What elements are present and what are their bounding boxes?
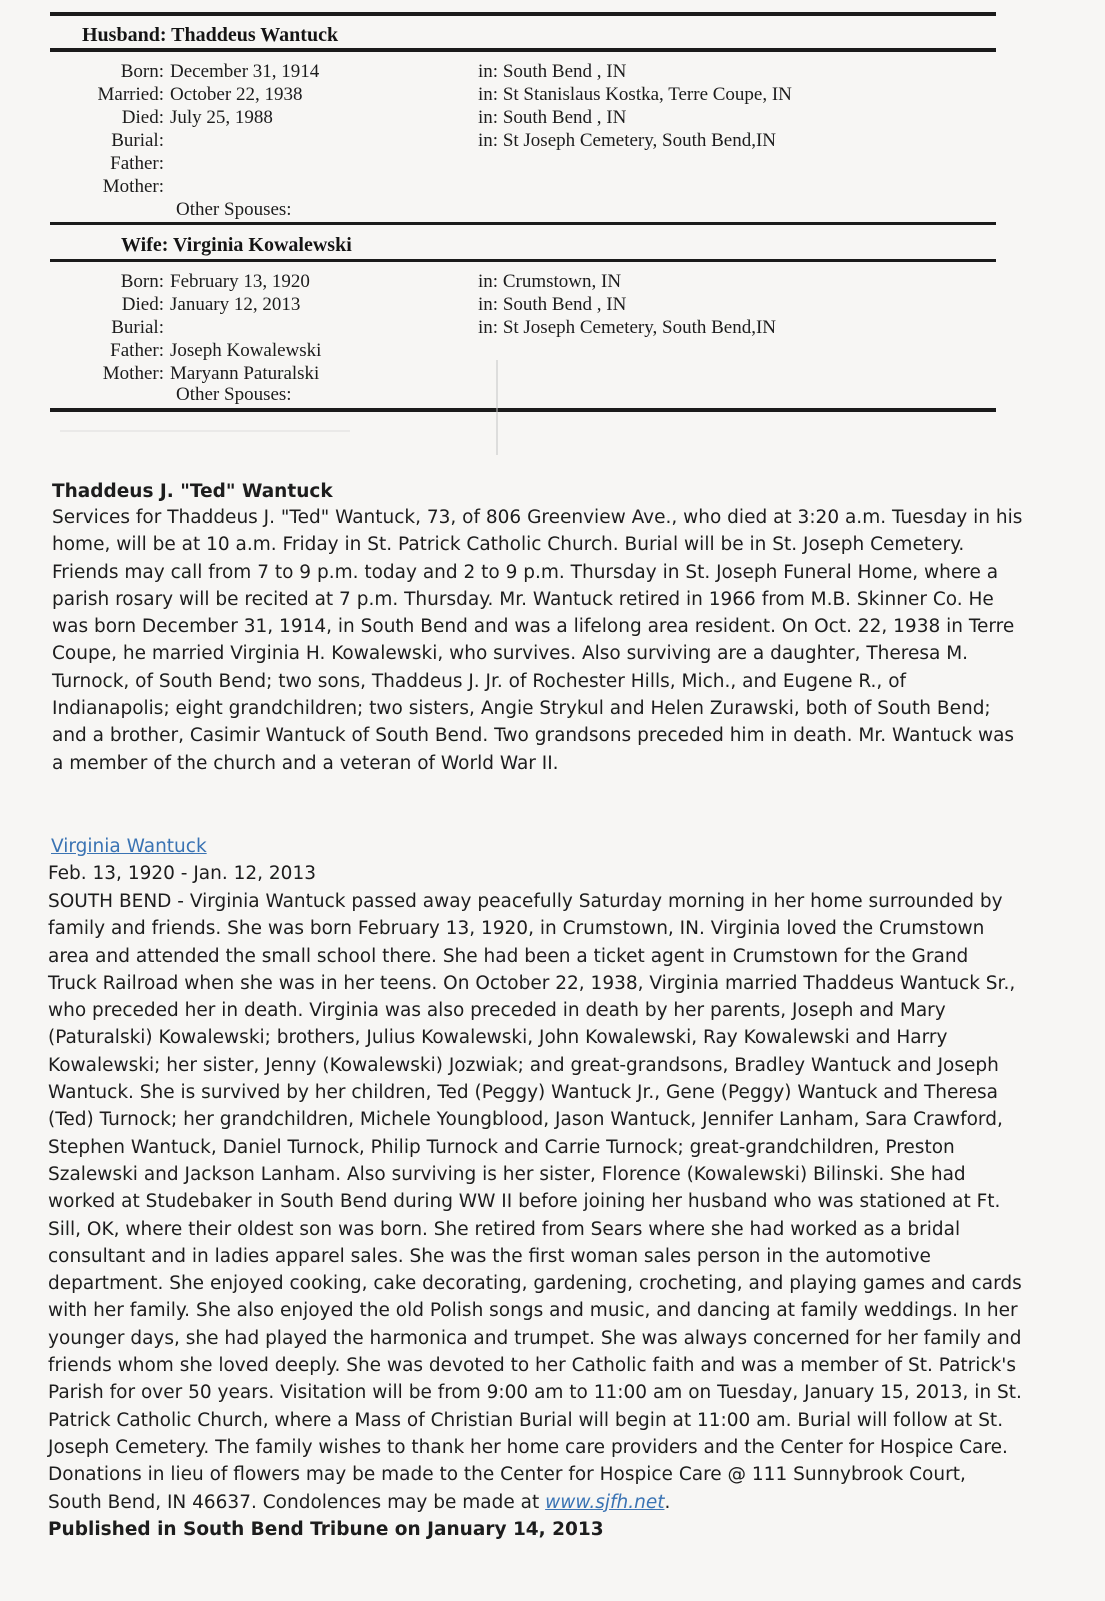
field-value: Maryann Paturalski [170,363,320,384]
obituary-ted [52,480,1052,777]
wife-row [38,339,776,362]
wife-row [38,316,776,339]
in-label: in: [478,317,499,338]
field-label: Died: [121,294,164,315]
text-line: Joseph Cemetery. The family wishes to thank her home care providers and the Center for Hospice Care. [48,1436,1008,1458]
field-label: Mother: [102,176,164,197]
husband-row [38,152,792,175]
husband-row [38,175,792,198]
section-rule [50,222,996,225]
scan-mark [60,430,350,432]
field-label: Married: [97,84,164,105]
text-line: who preceded her in death. Virginia was also preceded in death by her parents, Joseph and Mary [48,1000,946,1022]
text-line: Services for Thaddeus J. "Ted" Wantuck, 73, of 806 Greenview Ave., who died at 3:20 a.m. Tuesday in his [52,507,1023,528]
other-spouses-label: Other Spouses: [176,384,292,405]
field-label: Died: [121,107,164,128]
field-label: Mother: [102,363,164,384]
field-value: Joseph Kowalewski [170,340,322,361]
wife-row [38,270,776,293]
husband-label: Husband: [82,24,167,46]
other-spouses-label: Other Spouses: [176,199,292,220]
text-line: a member of the church and a veteran of World War II. [52,752,559,774]
wife-details [38,270,776,406]
text-line: (Paturalski) Kowalewski; brothers, Julius Kowalewski, John Kowalewski, Ray Kowalewski and Harry [48,1027,948,1049]
field-label: Burial: [111,130,164,151]
obituary-virginia-body [48,888,1058,1489]
text-line: was born December 31, 1914, in South Bend and was a lifelong area resident. On Oct. 22, 1938 in Terre [52,616,1015,638]
field-label: Burial: [111,317,164,338]
in-label: in: [478,107,499,128]
field-place [478,83,792,106]
text-line: area and attended the small school there. She had been a ticket agent in Crumstown for the Grand [48,945,969,967]
top-rule [50,12,996,16]
field-place [478,129,776,152]
field-value: October 22, 1938 [170,84,303,105]
scan-mark [496,360,498,455]
husband-details [38,60,792,221]
place-value: St Joseph Cemetery, South Bend,IN [502,317,777,338]
text-line: (Ted) Turnock; her grandchildren, Michele Youngblood, Jason Wantuck, Jennifer Lanham, Sara Crawford, [48,1109,1003,1131]
obituary-ted-body [52,504,1052,777]
field-label: Father: [110,340,164,361]
field-value [170,175,478,198]
text-line: Patrick Catholic Church, where a Mass of Christian Burial will begin at 11:00 am. Burial will follow at St. [48,1409,1004,1431]
obituary-virginia-title-link[interactable]: Virginia Wantuck [51,836,207,857]
obituary-virginia-last-line: South Bend, IN 46637. Condolences may be made at www.sjfh.net. [48,1491,671,1513]
in-label: in: [478,130,499,151]
field-value: December 31, 1914 [170,61,320,82]
bottom-rule [50,408,996,412]
husband-row [38,129,792,152]
text-line: Turnock, of South Bend; two sons, Thaddeus J. Jr. of Rochester Hills, Mich., and Eugene R., of [52,670,907,692]
obituary-ted-title: Thaddeus J. "Ted" Wantuck [52,481,333,502]
place-value: South Bend , IN [502,294,627,315]
field-value: July 25, 1988 [170,107,273,128]
text-line: parish rosary will be recited at 7 p.m. Thursday. Mr. Wantuck retired in 1966 from M.B. Skinner Co. He [52,588,994,610]
text-line: Friends may call from 7 to 9 p.m. today and 2 to 9 p.m. Thursday in St. Joseph Funeral Home, where a [52,561,999,583]
field-label: Born: [120,61,164,82]
husband-name: Thaddeus Wantuck [171,24,339,46]
field-value [170,316,478,339]
in-label: in: [478,84,499,105]
place-value: South Bend , IN [502,61,627,82]
field-value: January 12, 2013 [170,294,301,315]
wife-name: Virginia Kowalewski [173,234,352,256]
field-place [478,316,776,339]
obituary-virginia [48,834,1058,1543]
place-value: South Bend , IN [502,107,627,128]
text-line: worked at Studebaker in South Bend during WW II before joining her husband who was stationed at Ft. [48,1191,1001,1213]
wife-header [121,234,352,257]
place-value: St Joseph Cemetery, South Bend,IN [502,130,777,151]
place-value: St Stanislaus Kostka, Terre Coupe, IN [502,84,792,105]
text-line: Truck Railroad when she was in her teens. On October 22, 1938, Virginia married Thaddeus Wantuck Sr., [48,972,1016,994]
in-label: in: [478,61,499,82]
place-value: Crumstown, IN [502,271,622,292]
text-line: department. She enjoyed cooking, cake decorating, gardening, crocheting, and playing games and cards [48,1273,1022,1295]
field-place [478,270,621,293]
text-line: Wantuck. She is survived by her children, Ted (Peggy) Wantuck Jr., Gene (Peggy) Wantuck and Theresa [48,1082,998,1104]
in-label: in: [478,294,499,315]
text-line: consultant and in ladies apparel sales. She was the first woman sales person in the automotive [48,1245,931,1267]
website-link[interactable]: www.sjfh.net [545,1491,665,1513]
husband-row [38,106,792,129]
field-value: February 13, 1920 [170,271,310,292]
wife-row [38,362,776,385]
text-line: Indianapolis; eight grandchildren; two sisters, Angie Strykul and Helen Zurawski, both of South Bend; [52,698,991,720]
text-line: with her family. She also enjoyed the old Polish songs and music, and dancing at family weddings. In her [48,1300,1018,1322]
field-value [170,129,478,152]
published-note: Published in South Bend Tribune on January 14, 2013 [48,1518,604,1540]
text-line: Kowalewski; her sister, Jenny (Kowalewski) Jozwiak; and great-grandsons, Bradley Wantuck and Joseph [48,1054,999,1076]
text-line: Coupe, he married Virginia H. Kowalewski, who survives. Also surviving are a daughter, Theresa M. [52,643,969,665]
husband-row [38,60,792,83]
field-place [478,293,626,316]
husband-rule [50,48,996,52]
wife-row [38,293,776,316]
wife-label: Wife: [121,234,169,256]
text-line: Stephen Wantuck, Daniel Turnock, Philip Turnock and Carrie Turnock; great-grandchildren, Preston [48,1136,955,1158]
text-line: and a brother, Casimir Wantuck of South Bend. Two grandsons preceded him in death. Mr. Wantuck was [52,725,1015,747]
in-label: in: [478,271,499,292]
obituary-virginia-dates: Feb. 13, 1920 - Jan. 12, 2013 [48,863,316,884]
text-line: friends whom she loved deeply. She was devoted to her Catholic faith and was a member of St. Patrick's [48,1355,1017,1377]
field-place [478,106,626,129]
text-line: family and friends. She was born February 13, 1920, in Crumstown, IN. Virginia loved the Crumstown [48,918,985,940]
text-line: Sill, OK, where their oldest son was born. She retired from Sears where she had worked as a bridal [48,1218,961,1240]
text-line: Parish for over 50 years. Visitation will be from 9:00 am to 11:00 am on Tuesday, January 15, 2013, in St. [48,1382,1022,1404]
text-line: home, will be at 10 a.m. Friday in St. Patrick Catholic Church. Burial will be in St. Joseph Cemetery. [52,534,965,556]
field-label: Born: [120,271,164,292]
husband-row [38,83,792,106]
husband-header [82,24,338,47]
field-label: Father: [110,153,164,174]
text-line: Szalewski and Jackson Lanham. Also surviving is her sister, Florence (Kowalewski) Bilinski. She had [48,1163,966,1185]
text-line: SOUTH BEND - Virginia Wantuck passed away peacefully Saturday morning in her home surrounded by [48,891,1003,912]
text-line: Donations in lieu of flowers may be made to the Center for Hospice Care @ 111 Sunnybrook Court, [48,1464,966,1486]
field-place [478,60,626,83]
wife-rule [50,259,996,262]
text-line: younger days, she had played the harmonica and trumpet. She was always concerned for her family and [48,1327,1022,1349]
field-value [170,152,478,175]
